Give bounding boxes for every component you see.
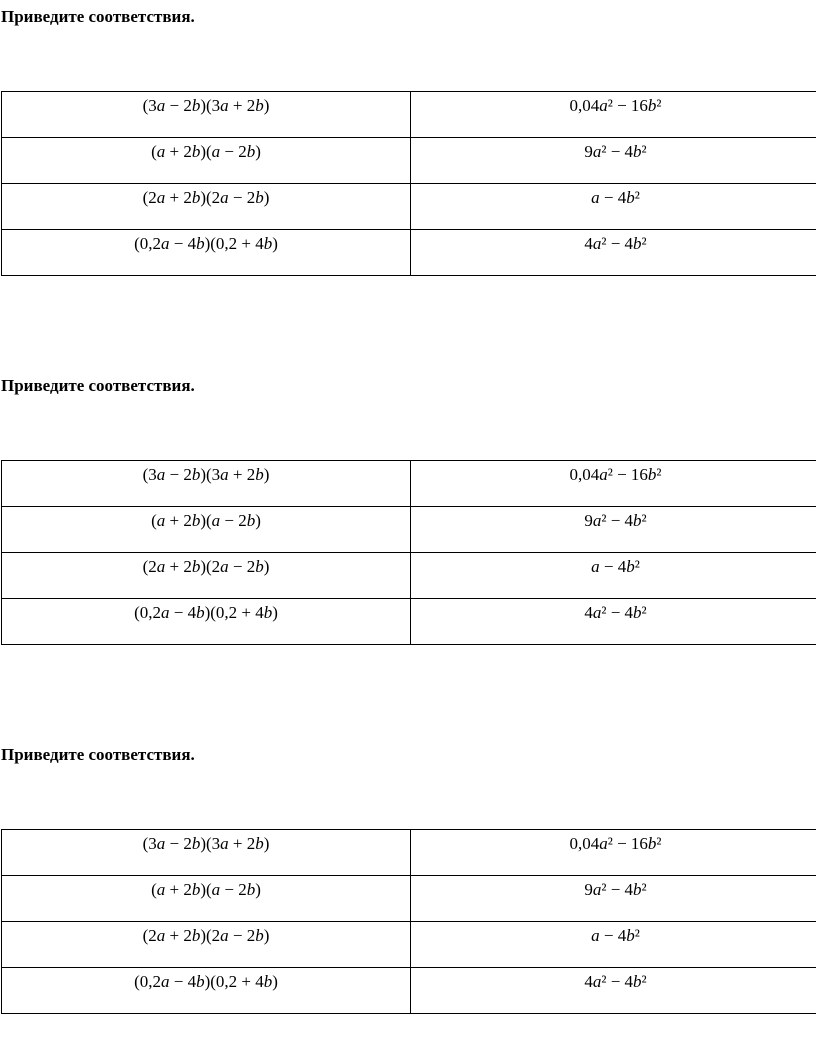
matching-table <box>1 91 816 276</box>
right-cell <box>411 922 816 968</box>
table-row <box>2 968 816 1014</box>
left-cell <box>2 230 411 276</box>
table-row <box>2 922 816 968</box>
left-cell <box>2 92 411 138</box>
right-cell <box>411 507 816 553</box>
right-expression: 4a² − 4b² <box>584 972 647 991</box>
table-row <box>2 599 816 645</box>
left-cell <box>2 876 411 922</box>
left-expression: (2a + 2b)(2a − 2b) <box>142 188 270 207</box>
table-row <box>2 461 816 507</box>
exercise-heading: Приведите соответствия. <box>1 376 195 395</box>
right-expression: 4a² − 4b² <box>584 234 647 253</box>
right-cell <box>411 876 816 922</box>
right-cell <box>411 92 816 138</box>
right-cell <box>411 230 816 276</box>
right-cell <box>411 830 816 876</box>
right-expression: a − 4b² <box>591 926 640 945</box>
left-expression: (a + 2b)(a − 2b) <box>151 880 261 899</box>
right-expression: 0,04a² − 16b² <box>569 96 662 115</box>
table-row <box>2 138 816 184</box>
right-expression: a − 4b² <box>591 557 640 576</box>
left-expression: (2a + 2b)(2a − 2b) <box>142 557 270 576</box>
right-cell <box>411 599 816 645</box>
left-expression: (3a − 2b)(3a + 2b) <box>142 96 270 115</box>
left-cell <box>2 553 411 599</box>
right-expression: 4a² − 4b² <box>584 603 647 622</box>
table-row <box>2 876 816 922</box>
right-expression: 0,04a² − 16b² <box>569 465 662 484</box>
left-cell <box>2 184 411 230</box>
right-expression: 0,04a² − 16b² <box>569 834 662 853</box>
left-cell <box>2 507 411 553</box>
left-cell <box>2 968 411 1014</box>
table-row <box>2 830 816 876</box>
left-cell <box>2 138 411 184</box>
left-expression: (2a + 2b)(2a − 2b) <box>142 926 270 945</box>
right-cell <box>411 968 816 1014</box>
right-cell <box>411 461 816 507</box>
table-row <box>2 553 816 599</box>
left-expression: (a + 2b)(a − 2b) <box>151 142 261 161</box>
matching-table <box>1 829 816 1014</box>
left-cell <box>2 599 411 645</box>
right-cell <box>411 553 816 599</box>
exercise-heading: Приведите соответствия. <box>1 745 195 764</box>
right-expression: 9a² − 4b² <box>584 511 647 530</box>
right-expression: a − 4b² <box>591 188 640 207</box>
left-expression: (0,2a − 4b)(0,2 + 4b) <box>134 234 278 253</box>
right-expression: 9a² − 4b² <box>584 880 647 899</box>
right-expression: 9a² − 4b² <box>584 142 647 161</box>
left-cell <box>2 461 411 507</box>
left-expression: (a + 2b)(a − 2b) <box>151 511 261 530</box>
table-row <box>2 184 816 230</box>
left-cell <box>2 830 411 876</box>
right-cell <box>411 138 816 184</box>
left-expression: (3a − 2b)(3a + 2b) <box>142 465 270 484</box>
right-cell <box>411 184 816 230</box>
exercise-heading: Приведите соответствия. <box>1 7 195 26</box>
left-expression: (3a − 2b)(3a + 2b) <box>142 834 270 853</box>
table-row <box>2 507 816 553</box>
left-expression: (0,2a − 4b)(0,2 + 4b) <box>134 603 278 622</box>
matching-table <box>1 460 816 645</box>
table-row <box>2 92 816 138</box>
left-expression: (0,2a − 4b)(0,2 + 4b) <box>134 972 278 991</box>
left-cell <box>2 922 411 968</box>
table-row <box>2 230 816 276</box>
